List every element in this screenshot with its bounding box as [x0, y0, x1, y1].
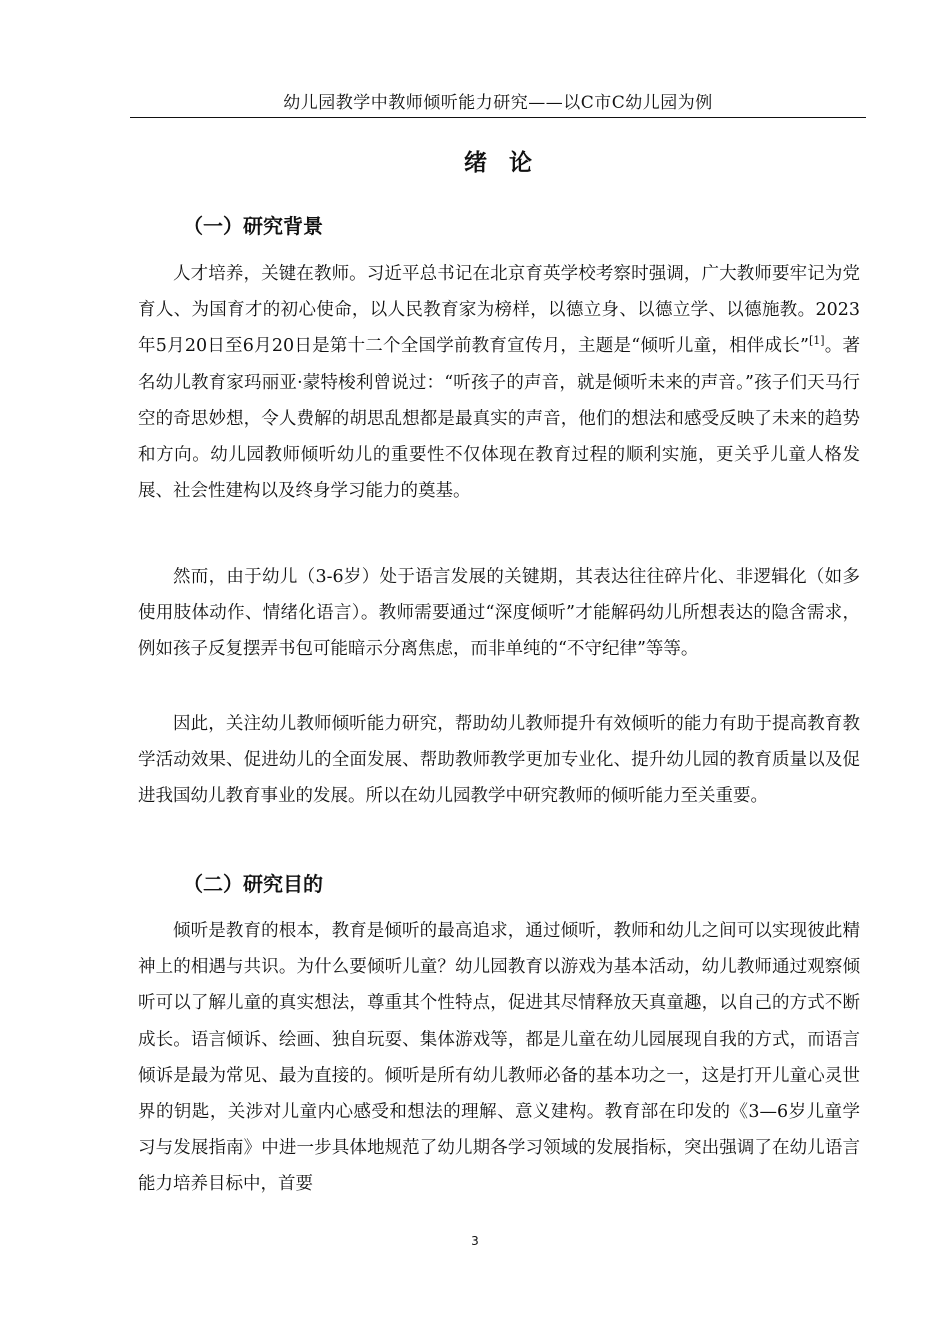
paragraph-purpose-1: 倾听是教育的根本，教育是倾听的最高追求，通过倾听，教师和幼儿之间可以实现彼此精神上的相遇与共识。为什么要倾听儿童？幼儿园教育以游戏为基本活动，幼儿教师通过观察倾听可以了解儿童的真实想法，尊重其个性特点，促进其尽情释放天真童趣，以自己的方式不断成长。语言倾诉、绘画、独自玩耍、集体游戏等，都是儿童在幼儿园展现自我的方式，而语言倾诉是最为常见、最为直接的。倾听是所有幼儿教师必备的基本功之一，这是打开儿童心灵世界的钥匙，关涉对儿童内心感受和想法的理解、意义建构。教育部在印发的《3—6岁儿童学习与发展指南》中进一步具体地规范了幼儿期各学习领域的发展指标，突出强调了在幼儿语言能力培养目标中，首要	[138, 921, 860, 1195]
paragraph-text: 。著名幼儿教育家玛丽亚·蒙特梭利曾说过：“听孩子的声音，就是倾听未来的声音。”孩子们天马行空的奇思妙想，令人费解的胡思乱想都是最真实的声音，他们的想法和感受反映了未来的趋势和方向。幼儿园教师倾听幼儿的重要性不仅体现在教育过程的顺利实施，更关乎儿童人格发展、社会性建构以及终身学习能力的奠基。	[138, 336, 860, 502]
section-heading-purpose: （二）研究目的	[183, 872, 323, 896]
paragraph-background-2: 然而，由于幼儿（3-6岁）处于语言发展的关键期，其表达往往碎片化、非逻辑化（如多使用肢体动作、情绪化语言）。教师需要通过“深度倾听”才能解码幼儿所想表达的隐含需求，例如孩子反复摆弄书包可能暗示分离焦虑，而非单纯的“不守纪律”等等。	[138, 567, 860, 660]
paragraph-background-1	[138, 256, 860, 509]
paragraph-text: 人才培养，关键在教师。习近平总书记在北京育英学校考察时强调，广大教师要牢记为党育人、为国育才的初心使命，以人民教育家为榜样，以德立身、以德立学、以德施教。2023年5月20日至6月20日是第十二个全国学前教育宣传月，主题是“倾听儿童，相伴成长”	[138, 264, 860, 357]
page-number: 3	[471, 1234, 479, 1248]
running-header-title: 幼儿园教学中教师倾听能力研究——以C市C幼儿园为例	[283, 93, 713, 113]
chapter-title: 绪论	[464, 150, 554, 176]
header-rule	[130, 117, 866, 118]
paragraph-background-3: 因此，关注幼儿教师倾听能力研究，帮助幼儿教师提升有效倾听的能力有助于提高教育教学活动效果、促进幼儿的全面发展、帮助教师教学更加专业化、提升幼儿园的教育质量以及促进我国幼儿教育事业的发展。所以在幼儿园教学中研究教师的倾听能力至关重要。	[138, 714, 860, 807]
citation-marker: [1]	[808, 334, 825, 348]
section-heading-background: （一）研究背景	[183, 214, 323, 238]
